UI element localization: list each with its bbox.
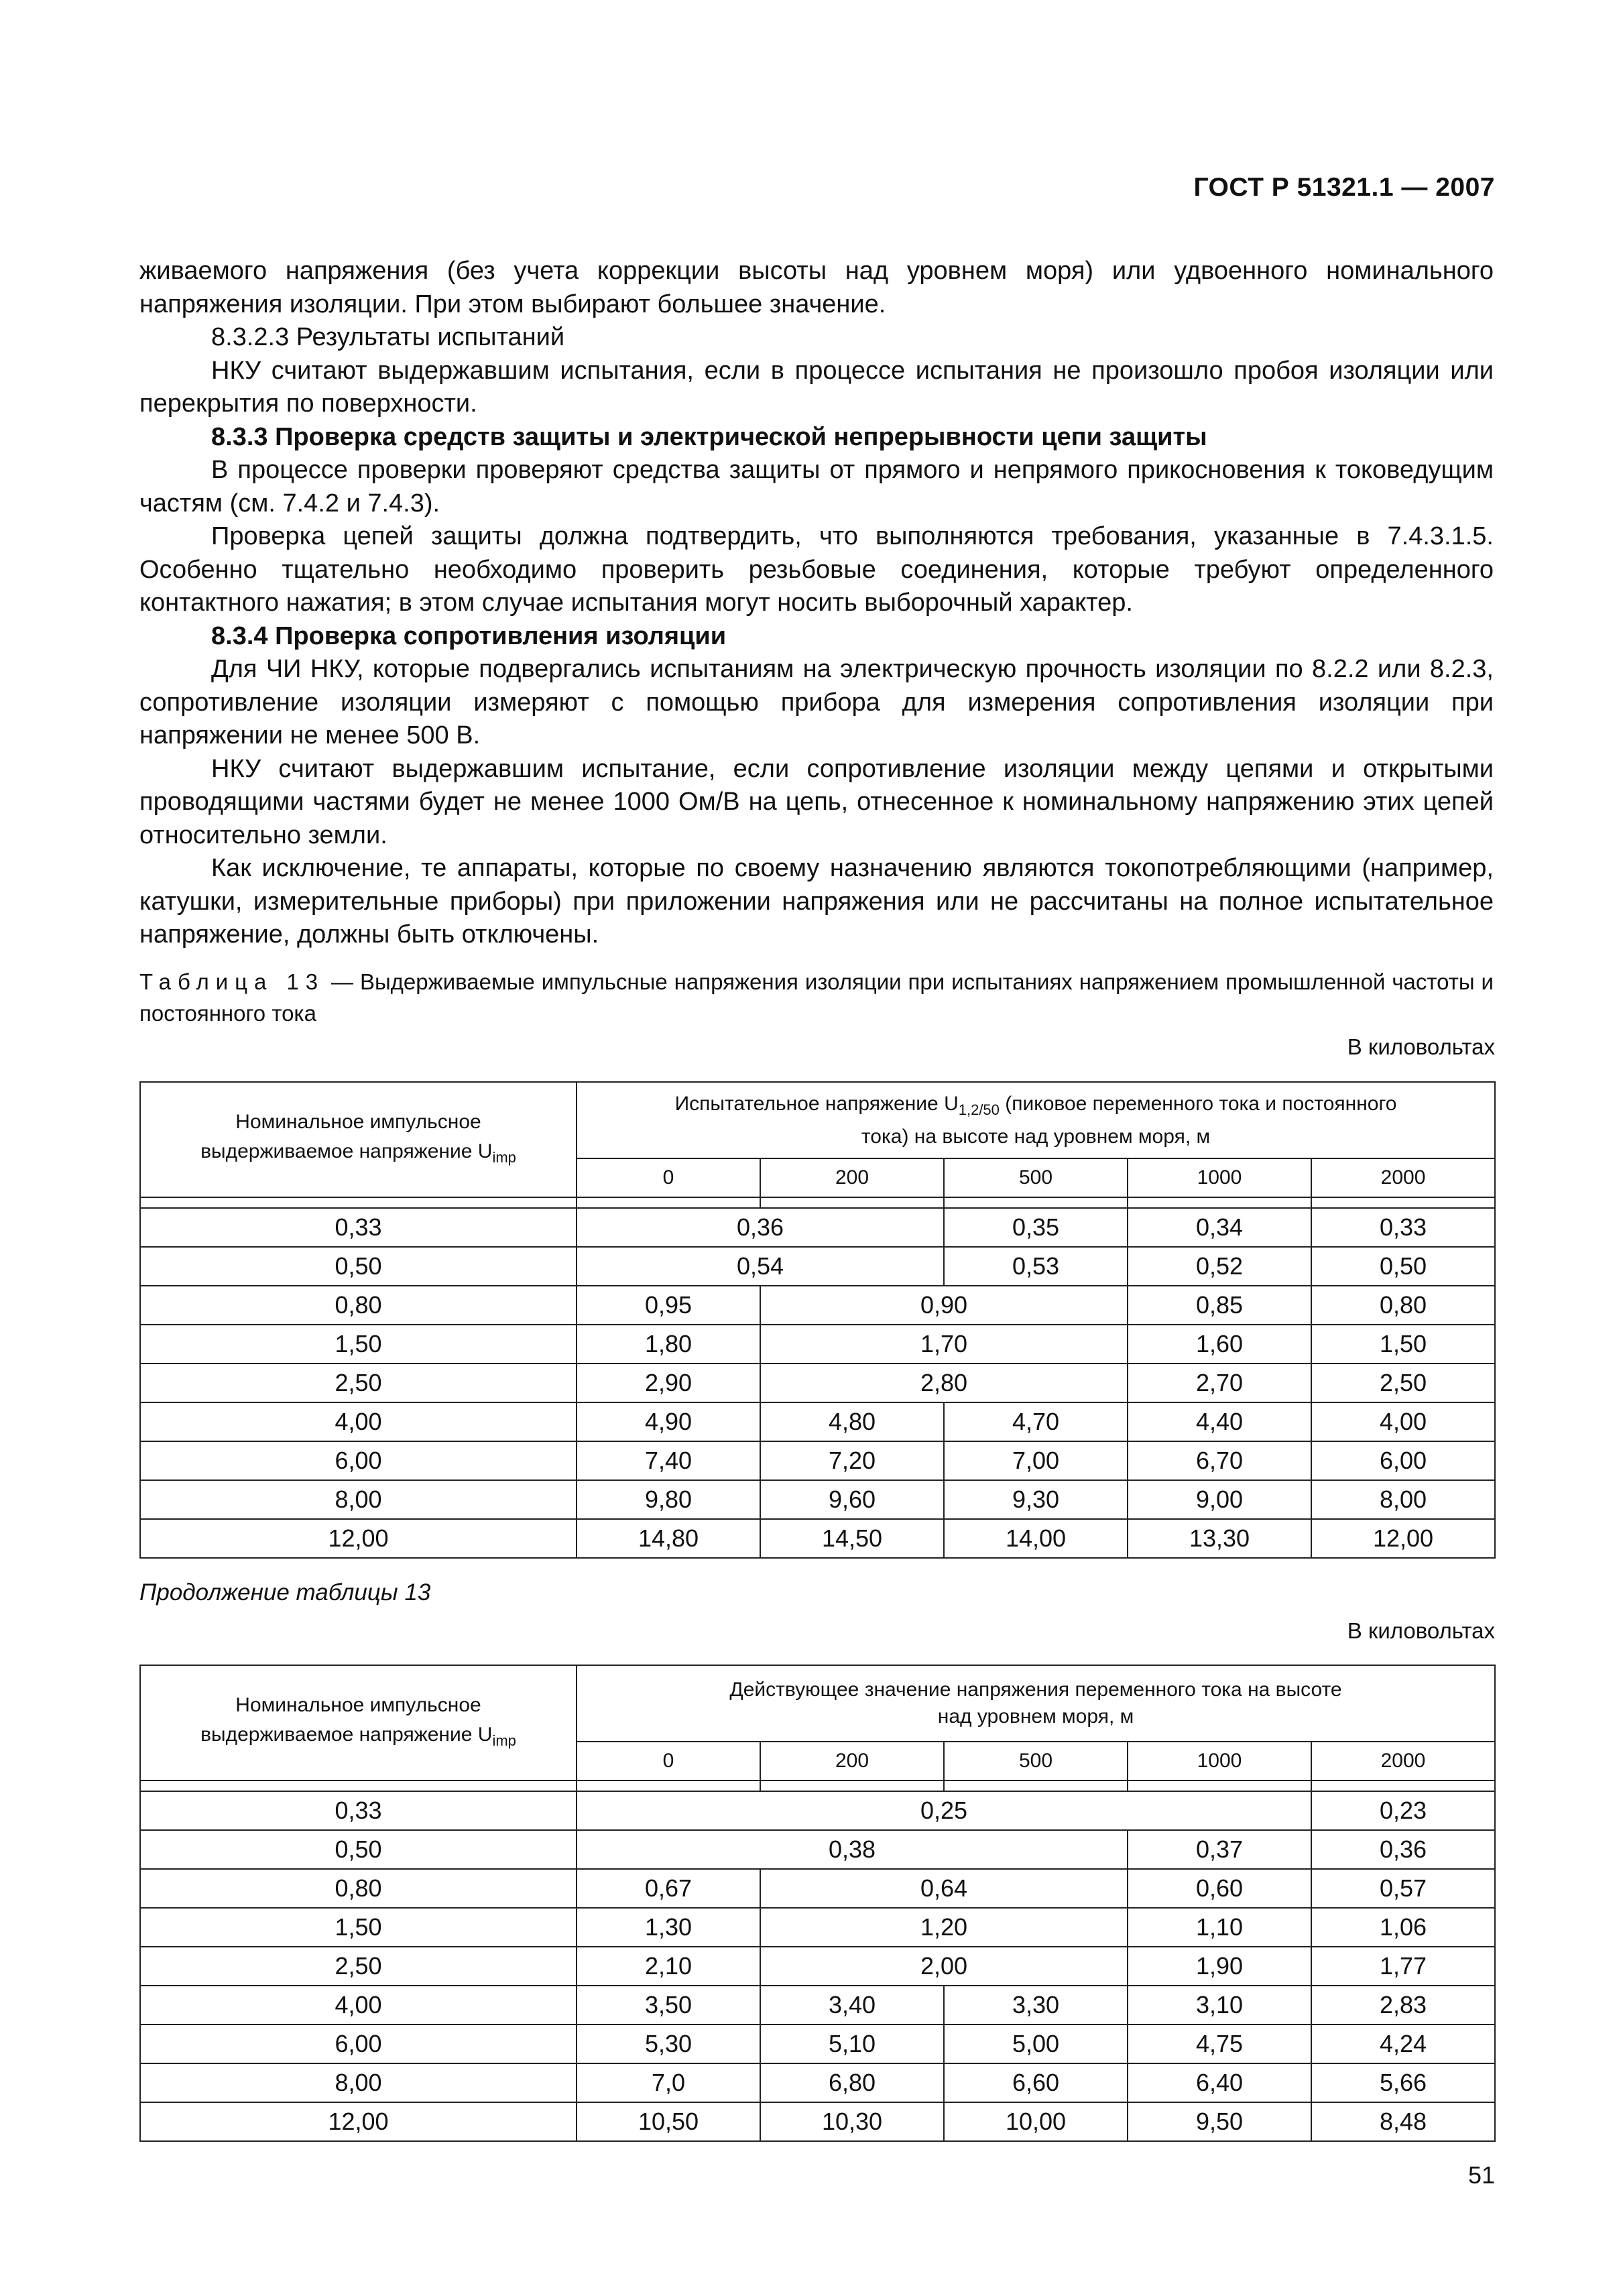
table-cell: 2,83: [1311, 1986, 1495, 2025]
table-cell: 5,30: [577, 2025, 760, 2063]
table-cell: 12,00: [140, 2102, 577, 2141]
header-line: выдерживаемое напряжение U: [200, 1140, 493, 1162]
column-header-nominal: [140, 1665, 577, 1780]
section-heading: 8.3.3 Проверка средств защиты и электрической непрерывности цепи защиты: [211, 422, 1207, 451]
header-line: Действующее значение напряжения переменного тока на высоте: [729, 1679, 1342, 1701]
table-row: [140, 1441, 1495, 1480]
table-cell: 0,53: [944, 1247, 1128, 1286]
table-cell: 1,50: [140, 1908, 577, 1947]
header-gap: [140, 1780, 1495, 1791]
table-cell: 10,00: [944, 2102, 1128, 2141]
table-row: [140, 1402, 1495, 1441]
table-cell: 0,57: [1311, 1869, 1495, 1908]
table-row: [140, 1247, 1495, 1286]
table-cell: 4,40: [1128, 1402, 1311, 1441]
header-line: (пиковое переменного тока и постоянного: [999, 1092, 1397, 1115]
table-cell: 6,40: [1128, 2063, 1311, 2102]
table-cell: 2,70: [1128, 1364, 1311, 1402]
paragraph: Как исключение, те аппараты, которые по своему назначению являются токопотребляющими (например, катушки, измерительные приборы) при приложении напряжения или не рассчитаны на полное испытательное напряжение, должны быть отключены.: [139, 854, 1494, 949]
table-cell: 9,50: [1128, 2102, 1311, 2141]
table-cell: 4,00: [140, 1402, 577, 1441]
section-heading: 8.3.4 Проверка сопротивления изоляции: [211, 621, 727, 650]
table-cell: 14,50: [760, 1519, 944, 1558]
table-row: [140, 2102, 1495, 2141]
column-header-rms-voltage: [577, 1665, 1495, 1742]
table-cell: 0,60: [1128, 1869, 1311, 1908]
table-13-continued: [139, 1665, 1496, 2142]
header-line: Испытательное напряжение U: [674, 1092, 959, 1115]
altitude-header: 2000: [1311, 1742, 1495, 1780]
table-cell: 12,00: [140, 1519, 577, 1558]
table-units: В киловольтах: [1347, 1618, 1495, 1643]
table-row: [140, 2025, 1495, 2063]
paragraph: живаемого напряжения (без учета коррекции высоты над уровнем моря) или удвоенного номинального напряжения изоляции. При этом выбирают большее значение.: [139, 257, 1494, 318]
table-cell: 0,33: [140, 1791, 577, 1830]
table-cell: 0,33: [1311, 1208, 1495, 1247]
table-cell: 6,80: [760, 2063, 944, 2102]
table-cell: 10,30: [760, 2102, 944, 2141]
header-line: Номинальное импульсное: [235, 1693, 481, 1716]
header-gap: [140, 1197, 1495, 1208]
table-caption: [139, 966, 1494, 1029]
header-subscript: imp: [492, 1732, 516, 1749]
altitude-header: 0: [577, 1742, 760, 1780]
header-line: Номинальное импульсное: [235, 1110, 481, 1133]
table-cell: 7,0: [577, 2063, 760, 2102]
altitude-header: 200: [760, 1742, 944, 1780]
table-cell: 7,40: [577, 1441, 760, 1480]
table-cell: 8,00: [140, 2063, 577, 2102]
table-cell: 2,80: [760, 1364, 1128, 1402]
table-cell: 10,50: [577, 2102, 760, 2141]
table-row: [140, 1364, 1495, 1402]
altitude-header: 1000: [1128, 1158, 1311, 1197]
table-cell: 4,75: [1128, 2025, 1311, 2063]
altitude-header: 2000: [1311, 1158, 1495, 1197]
table-row: [140, 1869, 1495, 1908]
table-row: [140, 1830, 1495, 1869]
table-row: [140, 1519, 1495, 1558]
paragraph: В процессе проверки проверяют средства защиты от прямого и непрямого прикосновения к токоведущим частям (см. 7.4.2 и 7.4.3).: [139, 456, 1494, 518]
page-number: 51: [1467, 2161, 1495, 2189]
table-cell: 0,90: [760, 1286, 1128, 1325]
paragraph: НКУ считают выдержавшим испытания, если в процессе испытания не произошло пробоя изоляции или перекрытия по поверхности.: [139, 356, 1494, 418]
table-cell: 9,30: [944, 1480, 1128, 1519]
table-cell: 4,00: [1311, 1402, 1495, 1441]
header-line: тока) на высоте над уровнем моря, м: [861, 1125, 1211, 1148]
table-cell: 0,54: [577, 1247, 944, 1286]
table-row: [140, 1986, 1495, 2025]
table-cell: 6,70: [1128, 1441, 1311, 1480]
table-cell: 13,30: [1128, 1519, 1311, 1558]
table-cell: 4,00: [140, 1986, 577, 2025]
table-row: [140, 1286, 1495, 1325]
table-cell: 1,10: [1128, 1908, 1311, 1947]
table-cell: 0,34: [1128, 1208, 1311, 1247]
table-cell: 0,95: [577, 1286, 760, 1325]
table-cell: 9,80: [577, 1480, 760, 1519]
table-cell: 0,35: [944, 1208, 1128, 1247]
table-caption-label: Таблица 13: [139, 969, 325, 994]
table-cell: 1,20: [760, 1908, 1128, 1947]
table-cell: 4,90: [577, 1402, 760, 1441]
table-cell: 1,77: [1311, 1947, 1495, 1986]
column-header-nominal: [140, 1082, 577, 1197]
paragraph: НКУ считают выдержавшим испытание, если сопротивление изоляции между цепями и открытыми проводящими частями будет не менее 1000 Ом/В на цепь, отнесенное к номинальному напряжению этих цепей относительно земли.: [139, 754, 1494, 849]
table-cell: 4,70: [944, 1402, 1128, 1441]
table-cell: 4,80: [760, 1402, 944, 1441]
table-cell: 0,50: [140, 1247, 577, 1286]
table-cell: 0,64: [760, 1869, 1128, 1908]
header-subscript: imp: [492, 1148, 516, 1166]
table-cell: 9,60: [760, 1480, 944, 1519]
table-cell: 3,50: [577, 1986, 760, 2025]
table-cell: 14,00: [944, 1519, 1128, 1558]
table-cell: 8,48: [1311, 2102, 1495, 2141]
table-cell: 4,24: [1311, 2025, 1495, 2063]
table-cell: 0,85: [1128, 1286, 1311, 1325]
table-13: [139, 1081, 1496, 1559]
table-cell: 6,60: [944, 2063, 1128, 2102]
table-cell: 0,36: [577, 1208, 944, 1247]
table-row: [140, 1908, 1495, 1947]
table-row: [140, 2063, 1495, 2102]
table-cell: 3,40: [760, 1986, 944, 2025]
table-cell: 1,60: [1128, 1325, 1311, 1364]
paragraph: Проверка цепей защиты должна подтвердить, что выполняются требования, указанные в 7.4.3.1.5. Особенно тщательно необходимо проверить резьбовые соединения, которые требуют определенного контактного нажатия; в этом случае испытания могут носить выборочный характер.: [139, 522, 1494, 617]
table-cell: 2,50: [140, 1947, 577, 1986]
table-cell: 1,70: [760, 1325, 1128, 1364]
table-cell: 2,10: [577, 1947, 760, 1986]
table-cell: 7,00: [944, 1441, 1128, 1480]
table-cell: 1,50: [1311, 1325, 1495, 1364]
table-cell: 7,20: [760, 1441, 944, 1480]
table-row: [140, 1947, 1495, 1986]
table-cell: 9,00: [1128, 1480, 1311, 1519]
table-cell: 8,00: [1311, 1480, 1495, 1519]
table-row: [140, 1325, 1495, 1364]
table-cell: 1,50: [140, 1325, 577, 1364]
table-cell: 6,00: [140, 1441, 577, 1480]
header-line: над уровнем моря, м: [937, 1705, 1134, 1728]
table-cell: 0,38: [577, 1830, 1128, 1869]
table-cell: 0,36: [1311, 1830, 1495, 1869]
table-cell: 8,00: [140, 1480, 577, 1519]
table-cell: 0,23: [1311, 1791, 1495, 1830]
table-row: [140, 1791, 1495, 1830]
table-cell: 0,80: [1311, 1286, 1495, 1325]
table-cell: 1,90: [1128, 1947, 1311, 1986]
body-text: [139, 255, 1494, 952]
header-line: выдерживаемое напряжение U: [200, 1723, 493, 1746]
table-cell: 1,30: [577, 1908, 760, 1947]
table-cell: 2,90: [577, 1364, 760, 1402]
table-cell: 0,52: [1128, 1247, 1311, 1286]
altitude-header: 0: [577, 1158, 760, 1197]
table-cell: 14,80: [577, 1519, 760, 1558]
table-continuation-caption: Продолжение таблицы 13: [139, 1579, 431, 1606]
altitude-header: 500: [944, 1158, 1128, 1197]
column-header-test-voltage: [577, 1082, 1495, 1158]
paragraph: Для ЧИ НКУ, которые подвергались испытаниям на электрическую прочность изоляции по 8.2.2 или 8.2.3, сопротивление изоляции измеряют с помощью прибора для измерения сопротивления изоляции при напряжении не менее 500 В.: [139, 655, 1494, 749]
table-cell: 0,80: [140, 1286, 577, 1325]
table-cell: 0,25: [577, 1791, 1311, 1830]
table-cell: 2,50: [1311, 1364, 1495, 1402]
table-caption-text: — Выдерживаемые импульсные напряжения изоляции при испытаниях напряжением промышленной частоты и постоянного тока: [139, 969, 1494, 1026]
table-cell: 2,50: [140, 1364, 577, 1402]
altitude-header: 200: [760, 1158, 944, 1197]
table-cell: 0,33: [140, 1208, 577, 1247]
table-cell: 2,00: [760, 1947, 1128, 1986]
table-units: В киловольтах: [1347, 1034, 1495, 1059]
table-cell: 0,50: [1311, 1247, 1495, 1286]
table-cell: 6,00: [1311, 1441, 1495, 1480]
table-cell: 5,10: [760, 2025, 944, 2063]
table-cell: 0,50: [140, 1830, 577, 1869]
table-cell: 5,00: [944, 2025, 1128, 2063]
table-cell: 1,80: [577, 1325, 760, 1364]
table-cell: 0,80: [140, 1869, 577, 1908]
table-cell: 3,10: [1128, 1986, 1311, 2025]
table-cell: 1,06: [1311, 1908, 1495, 1947]
table-cell: 0,37: [1128, 1830, 1311, 1869]
table-row: [140, 1480, 1495, 1519]
table-cell: 5,66: [1311, 2063, 1495, 2102]
altitude-header: 1000: [1128, 1742, 1311, 1780]
table-cell: 3,30: [944, 1986, 1128, 2025]
subsection-title: 8.3.2.3 Результаты испытаний: [211, 323, 565, 351]
altitude-header: 500: [944, 1742, 1128, 1780]
table-cell: 0,67: [577, 1869, 760, 1908]
document-code: ГОСТ Р 51321.1 — 2007: [1193, 173, 1495, 202]
table-row: [140, 1208, 1495, 1247]
header-subscript: 1,2/50: [958, 1101, 1000, 1118]
table-cell: 12,00: [1311, 1519, 1495, 1558]
table-cell: 6,00: [140, 2025, 577, 2063]
